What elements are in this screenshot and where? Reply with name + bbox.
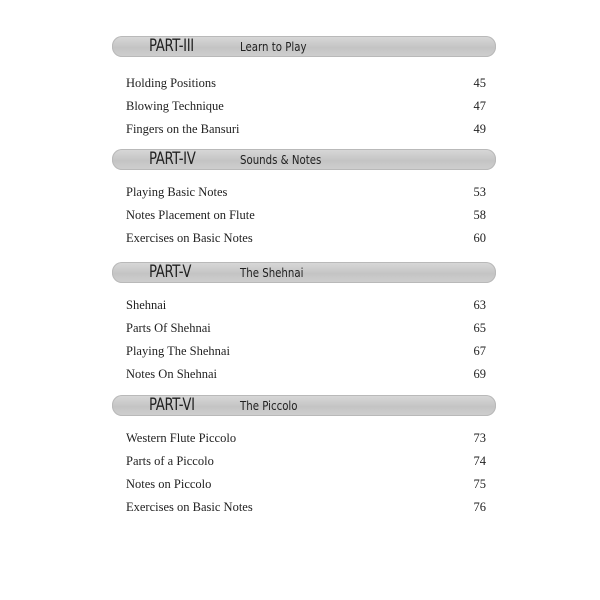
toc-entry-page: 63 (473, 298, 486, 312)
toc-entry-page: 53 (473, 185, 486, 199)
toc-entry-page: 74 (473, 454, 486, 468)
part-header-bar (112, 149, 496, 170)
toc-entry-page: 75 (473, 477, 486, 491)
toc-entry-title: Exercises on Basic Notes (126, 500, 253, 514)
toc-entry-title: Exercises on Basic Notes (126, 231, 253, 245)
toc-entry-page: 65 (473, 321, 486, 335)
toc-entry-page: 76 (473, 500, 486, 514)
part-title: The Shehnai (240, 266, 304, 280)
part-section-5 (112, 262, 496, 283)
toc-entry-page: 47 (473, 99, 486, 113)
toc-entry[interactable] (126, 182, 486, 202)
toc-entry-title: Notes on Piccolo (126, 477, 212, 491)
toc-entry-page: 49 (473, 122, 486, 136)
toc-entry[interactable] (126, 364, 486, 384)
toc-entry-page: 45 (473, 76, 486, 90)
toc-entry-title: Western Flute Piccolo (126, 431, 237, 445)
toc-entry-page: 69 (473, 367, 486, 381)
part-header-bar (112, 395, 496, 416)
toc-entry[interactable] (126, 73, 486, 93)
part-number: PART-IV (149, 149, 196, 169)
part-title: The Piccolo (240, 399, 298, 413)
part-section-4 (112, 149, 496, 170)
toc-entry-title: Fingers on the Bansuri (126, 122, 240, 136)
toc-entry[interactable] (126, 497, 486, 517)
toc-entry[interactable] (126, 228, 486, 248)
toc-entry[interactable] (126, 451, 486, 471)
toc-entry-title: Parts of a Piccolo (126, 454, 214, 468)
toc-entry-title: Notes On Shehnai (126, 367, 217, 381)
part-section-3 (112, 36, 496, 57)
part-section-6 (112, 395, 496, 416)
toc-entry[interactable] (126, 341, 486, 361)
toc-entry[interactable] (126, 295, 486, 315)
part-number: PART-V (149, 262, 192, 282)
toc-entry-title: Parts Of Shehnai (126, 321, 211, 335)
toc-entry-page: 60 (473, 231, 486, 245)
toc-entry[interactable] (126, 96, 486, 116)
part-number: PART-III (149, 36, 194, 56)
toc-entry-page: 58 (473, 208, 486, 222)
toc-entry-title: Playing The Shehnai (126, 344, 230, 358)
toc-entry[interactable] (126, 474, 486, 494)
toc-entry-title: Blowing Technique (126, 99, 224, 113)
toc-entry[interactable] (126, 428, 486, 448)
part-title: Learn to Play (240, 40, 307, 54)
part-header-bar (112, 262, 496, 283)
toc-entry-page: 73 (473, 431, 486, 445)
toc-entry[interactable] (126, 205, 486, 225)
part-number: PART-VI (149, 395, 195, 415)
toc-entry-page: 67 (473, 344, 486, 358)
toc-entry[interactable] (126, 119, 486, 139)
toc-entry-title: Notes Placement on Flute (126, 208, 255, 222)
toc-entry-title: Holding Positions (126, 76, 216, 90)
toc-entry-title: Shehnai (126, 298, 167, 312)
toc-entry[interactable] (126, 318, 486, 338)
part-header-bar (112, 36, 496, 57)
part-title: Sounds & Notes (240, 153, 322, 167)
toc-entry-title: Playing Basic Notes (126, 185, 228, 199)
